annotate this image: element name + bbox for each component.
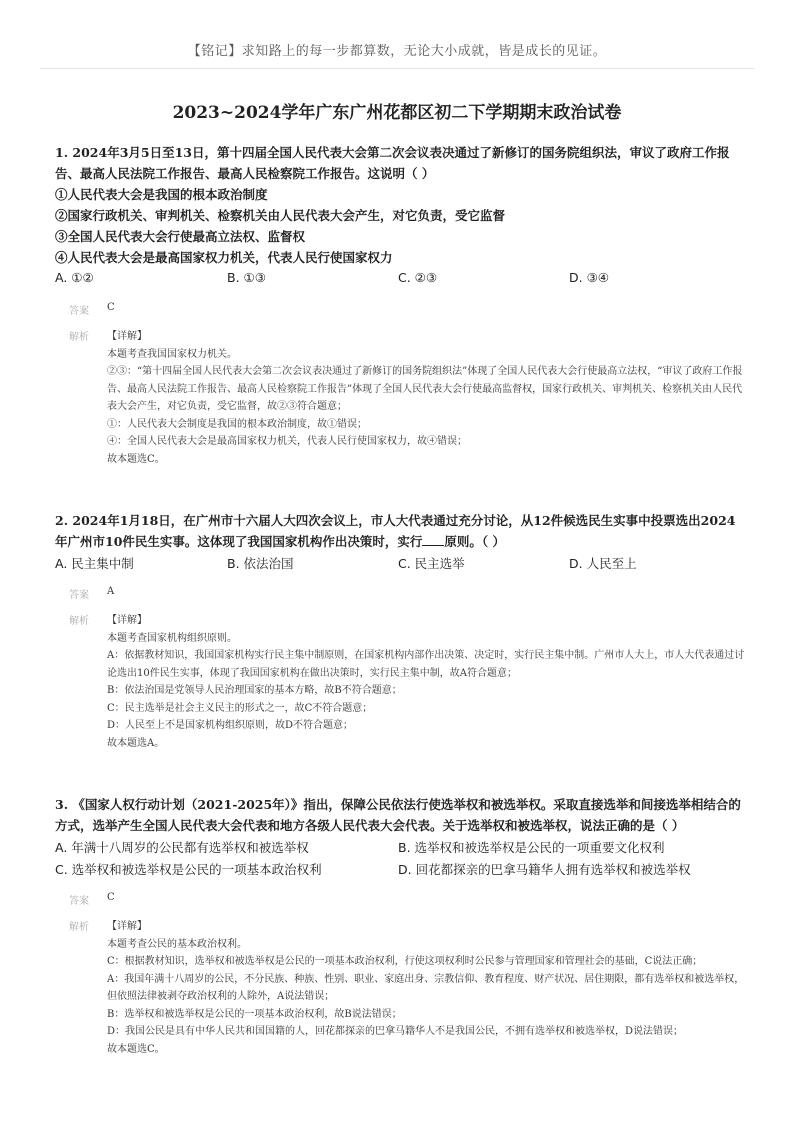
analysis-line: 故本题选A。 xyxy=(107,737,165,749)
analysis-line: 【详解】 xyxy=(107,331,147,342)
question-3-option-c[interactable]: C. 选举权和被选举权是公民的一项基本政治权利 xyxy=(55,862,322,877)
analysis-label: 解析 xyxy=(69,922,89,933)
question-3-stem: 3. 《国家人权行动计划（2021-2025年）》指出，保障公民依法行使选举权和被选举权。采取直接选举和间接选举相结合的方式，选举产生全国人民代表大会代表和地方各级人民代表大会代表。关于选举权和被选举权，说法正确的是（ ） xyxy=(55,797,741,833)
analysis-line: C：根据教材知识，选举权和被选举权是公民的一项基本政治权利，行使这项权利时公民参与管理国家和管理社会的基础，C说法正确； xyxy=(107,956,703,967)
answer-value: A xyxy=(107,586,115,597)
question-1-statement-3: ③全国人民代表大会行使最高立法权、监督权 xyxy=(55,229,306,244)
question-1-option-c[interactable]: C. ②③ xyxy=(398,270,438,285)
analysis-line: ①：人民代表大会制度是我国的根本政治制度，故①错误； xyxy=(107,418,367,430)
question-2-option-d[interactable]: D. 人民至上 xyxy=(569,556,637,571)
question-1-analysis xyxy=(55,328,745,468)
question-1-option-a[interactable]: A. ①② xyxy=(55,270,94,285)
question-2-option-b[interactable]: B. 依法治国 xyxy=(227,556,294,571)
analysis-line: B：选举权和被选举权是公民的一项基本政治权利，故B说法错误； xyxy=(107,1008,402,1020)
question-3-option-d[interactable]: D. 回花都探亲的巴拿马籍华人拥有选举权和被选举权 xyxy=(398,862,691,877)
analysis-line: A：依据教材知识，我国国家机构实行民主集中制原则，在国家机构内部作出决策、决定时，实行民主集中制。广州市人大上，市人大代表通过讨论选出10件民生实事，体现了我国国家机构在做出决策时，实行民主集中制，故A符合题意； xyxy=(107,650,745,679)
analysis-line: 故本题选C。 xyxy=(107,453,165,465)
header-divider xyxy=(40,68,754,69)
question-2 xyxy=(55,510,745,752)
question-3-option-b[interactable]: B. 选举权和被选举权是公民的一项重要文化权利 xyxy=(398,840,665,855)
question-1-stem: 1. 2024年3月5日至13日，第十四届全国人民代表大会第二次会议表决通过了新修订的国务院组织法，审议了政府工作报告、最高人民法院工作报告、最高人民检察院工作报告。这说明（ ） xyxy=(55,145,730,181)
analysis-line: ④：全国人民代表大会是最高国家权力机关，代表人民行使国家权力，故④错误； xyxy=(107,436,467,447)
question-1-option-b[interactable]: B. ①③ xyxy=(227,270,266,285)
question-1-options xyxy=(55,270,745,292)
question-2-stem-text: 2. 2024年1月18日，在广州市十六届人大四次会议上，市人大代表通过充分讨论，从12件候选民生实事中投票选出2024年广州市10件民生实事。这体现了我国国家机构作出决策时，实行 xyxy=(55,513,736,549)
question-3-analysis xyxy=(55,918,745,1058)
answer-value: C xyxy=(107,302,115,313)
answer-label: 答案 xyxy=(69,590,89,601)
answer-label: 答案 xyxy=(69,306,89,317)
analysis-label: 解析 xyxy=(69,616,89,627)
question-1-statement-1: ①人民代表大会是我国的根本政治制度 xyxy=(55,187,268,202)
analysis-line: A：我国年满十八周岁的公民，不分民族、种族、性别、职业、家庭出身、宗教信仰、教育程度、财产状况、居住期限，都有选举权和被选举权，但依照法律被剥夺政治权利的人除外，A说法错误； xyxy=(107,973,745,1002)
question-2-option-a[interactable]: A. 民主集中制 xyxy=(55,556,134,571)
question-2-options xyxy=(55,554,745,576)
question-3-answer xyxy=(55,892,745,912)
analysis-label: 解析 xyxy=(69,332,89,343)
question-3-option-a[interactable]: A. 年满十八周岁的公民都有选举权和被选举权 xyxy=(55,840,309,855)
question-1 xyxy=(55,142,745,468)
question-3 xyxy=(55,794,745,1058)
answer-label: 答案 xyxy=(69,896,89,907)
question-2-stem-tail: 原则。（ ） xyxy=(444,534,506,549)
analysis-line: 本题考查我国国家权力机关。 xyxy=(107,348,237,360)
analysis-line: D：人民至上不是国家机构组织原则，故D不符合题意； xyxy=(107,720,354,731)
analysis-line: 本题考查公民的基本政治权利。 xyxy=(107,938,247,950)
question-2-answer xyxy=(55,586,745,606)
question-2-stem xyxy=(55,510,745,552)
analysis-line: 故本题选C。 xyxy=(107,1043,165,1055)
question-1-statement-4: ④人民代表大会是最高国家权力机关，代表人民行使国家权力 xyxy=(55,250,393,265)
answer-value: C xyxy=(107,892,115,903)
fill-blank xyxy=(422,535,444,546)
question-2-analysis xyxy=(55,612,745,752)
analysis-line: 本题考查国家机构组织原则。 xyxy=(107,632,237,644)
question-1-answer xyxy=(55,302,745,322)
question-2-option-c[interactable]: C. 民主选举 xyxy=(398,556,465,571)
analysis-line: B：依法治国是党领导人民治理国家的基本方略，故B不符合题意； xyxy=(107,685,402,696)
analysis-line: 【详解】 xyxy=(107,921,147,932)
question-3-options xyxy=(55,838,745,882)
question-1-option-d[interactable]: D. ③④ xyxy=(569,270,609,285)
analysis-line: D：我国公民是具有中华人民共和国国籍的人，回花都探亲的巴拿马籍华人不是我国公民，不拥有选举权和被选举权，D说法错误； xyxy=(107,1026,684,1037)
analysis-line: C：民主选举是社会主义民主的形式之一，故C不符合题意； xyxy=(107,702,373,714)
question-1-statement-2: ②国家行政机关、审判机关、检察机关由人民代表大会产生，对它负责，受它监督 xyxy=(55,208,506,223)
analysis-line: ②③：“第十四届全国人民代表大会第二次会议表决通过了新修订的国务院组织法”体现了全国人民代表大会行使最高立法权，“审议了政府工作报告、最高人民法院工作报告、最高人民检察院工作报告”体现了全国人民代表大会行使最高监督权，国家行政机关、审判机关、检察机关由人民代表大会产生，对它负责，受它监督，故②③符合题意； xyxy=(107,366,743,412)
analysis-line: 【详解】 xyxy=(107,615,147,626)
motto-banner: 【铭记】求知路上的每一步都算数，无论大小成就，皆是成长的见证。 xyxy=(187,44,607,59)
page-title: 2023~2024学年广东广州花都区初二下学期期末政治试卷 xyxy=(172,103,622,123)
